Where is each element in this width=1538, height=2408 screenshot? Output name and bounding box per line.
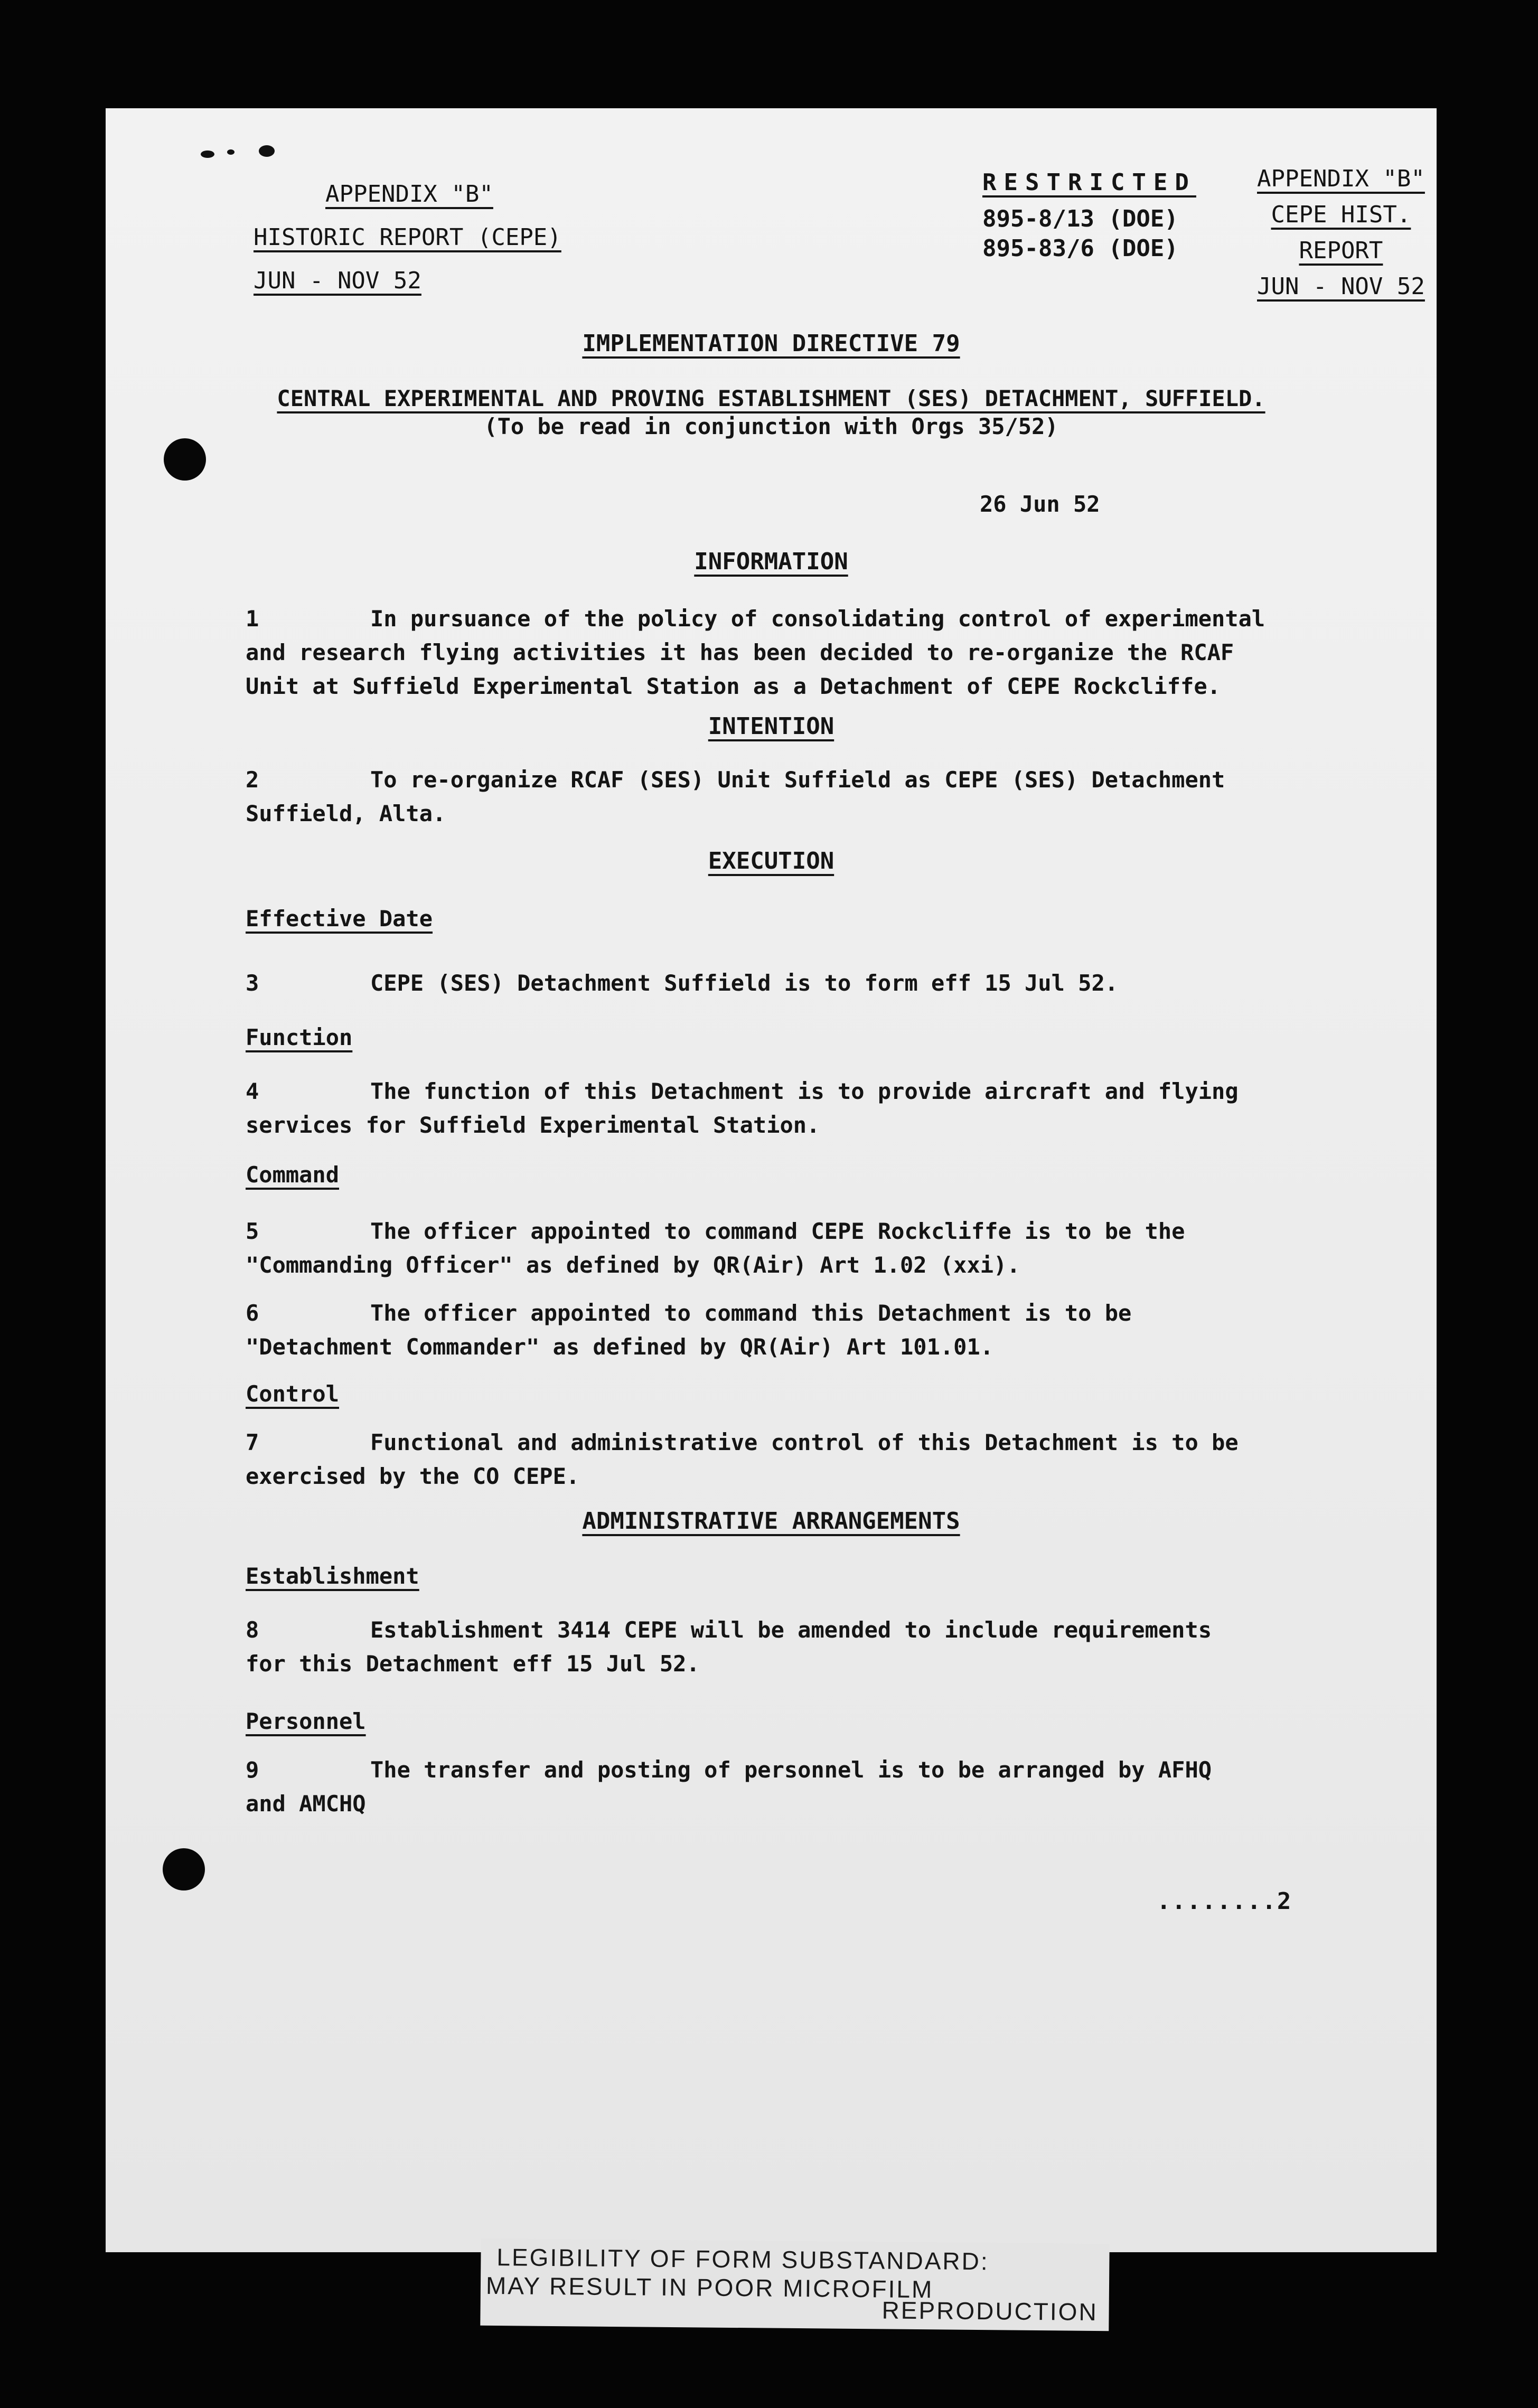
punch-hole-top [164,438,206,481]
header-right [1257,161,1425,305]
reference-2: 895-83/6 (DOE) [982,235,1178,262]
header-left-appendix: APPENDIX "B" [325,181,493,208]
section-information: INFORMATION [694,548,848,575]
document-date: 26 Jun 52 [980,491,1100,517]
header-left [254,173,561,303]
paragraph-1: 1 In pursuance of the policy of consolidating control of experimental and research flying activities it has been decided to re-organize the RCAF Unit at Suffield Experimental Station as a Detachment of CEPE Rockcliffe. [246,606,1265,699]
punch-hole-bottom [163,1848,205,1890]
document-subtitle: CENTRAL EXPERIMENTAL AND PROVING ESTABLISHMENT (SES) DETACHMENT, SUFFIELD. [277,385,1265,411]
header-right-hist: CEPE HIST. [1271,201,1411,228]
paragraph-9: 9 The transfer and posting of personnel is to be arranged by AFHQ and AMCHQ [246,1757,1212,1817]
section-execution: EXECUTION [708,848,834,874]
paragraph-8: 8 Establishment 3414 CEPE will be amended to include requirements for this Detachment eff 15 Jul 52. [246,1617,1212,1677]
header-right-period: JUN - NOV 52 [1257,273,1425,300]
subhead-control: Control [246,1381,340,1407]
microfilm-notice-line3: REPRODUCTION [881,2296,1098,2326]
reference-1: 895-8/13 (DOE) [982,205,1178,232]
subhead-personnel: Personnel [246,1708,366,1734]
header-left-period: JUN - NOV 52 [254,267,421,294]
paragraph-5: 5 The officer appointed to command CEPE Rockcliffe is to be the "Commanding Officer" as defined by QR(Air) Art 1.02 (xxi). [246,1218,1185,1278]
section-intention: INTENTION [708,713,834,740]
paragraph-2: 2 To re-organize RCAF (SES) Unit Suffield as CEPE (SES) Detachment Suffield, Alta. [246,767,1225,826]
microfilm-notice [480,2238,1109,2331]
continuation-marker: ........2 [1157,1888,1292,1915]
speck [201,150,214,158]
header-center [982,161,1196,264]
subhead-effective-date: Effective Date [246,906,433,932]
paragraph-6: 6 The officer appointed to command this Detachment is to be "Detachment Commander" as defined by QR(Air) Art 101.01. [246,1300,1132,1360]
speck [259,145,275,157]
classification: RESTRICTED [982,169,1196,196]
section-administrative-arrangements: ADMINISTRATIVE ARRANGEMENTS [582,1508,960,1535]
microfilm-notice-line2: MAY RESULT IN POOR MICROFILM [485,2271,934,2303]
document-subtitle-note: (To be read in conjunction with Orgs 35/52) [484,413,1058,439]
subhead-establishment: Establishment [246,1563,419,1589]
document-title: IMPLEMENTATION DIRECTIVE 79 [582,330,960,357]
paragraph-7: 7 Functional and administrative control of this Detachment is to be exercised by the CO CEPE. [246,1429,1239,1489]
speck [227,149,235,155]
paragraph-3: 3 CEPE (SES) Detachment Suffield is to form eff 15 Jul 52. [246,970,1119,996]
document-page [106,108,1437,2252]
header-left-report: HISTORIC REPORT (CEPE) [254,224,561,251]
paragraph-4: 4 The function of this Detachment is to provide aircraft and flying services for Suffield Experimental Station. [246,1078,1239,1138]
header-right-appendix: APPENDIX "B" [1257,165,1425,192]
microfilm-notice-line1: LEGIBILITY OF FORM SUBSTANDARD: [496,2243,989,2275]
subhead-command: Command [246,1162,340,1188]
header-right-report: REPORT [1299,237,1383,264]
subhead-function: Function [246,1024,353,1050]
